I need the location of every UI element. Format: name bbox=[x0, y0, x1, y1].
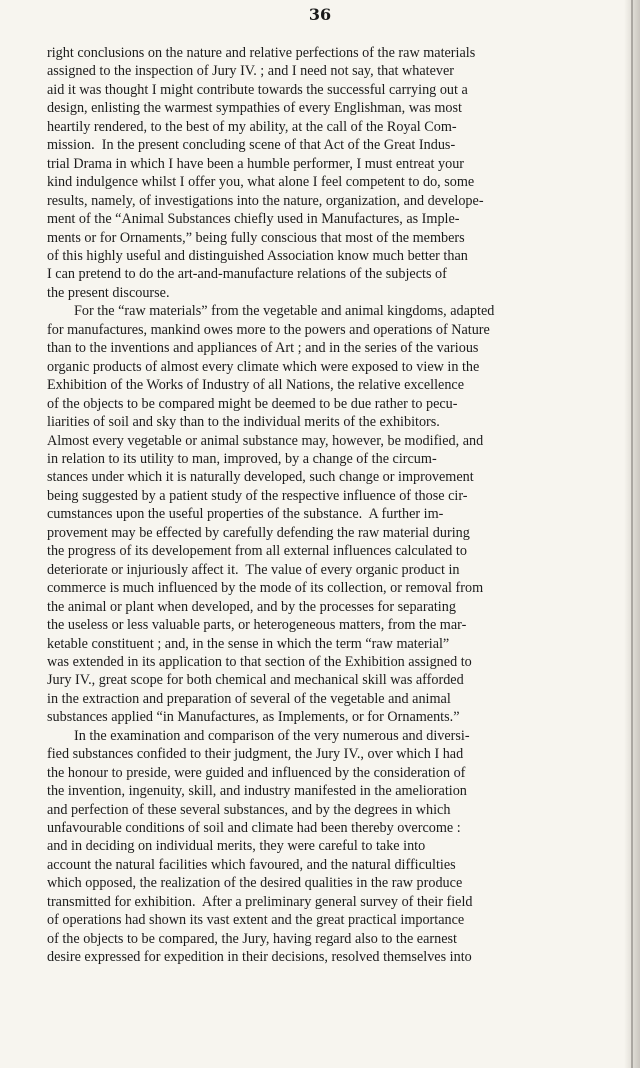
text-line: mission. In the present concluding scene of that Act of the Great Indus- bbox=[47, 137, 456, 154]
text-line: ketable constituent ; and, in the sense in which the term “raw material” bbox=[47, 635, 450, 652]
text-line: heartily rendered, to the best of my ability, at the call of the Royal Com- bbox=[47, 118, 457, 135]
text-line: the useless or less valuable parts, or heterogeneous matters, from the mar- bbox=[47, 617, 467, 634]
text-line: Exhibition of the Works of Industry of all Nations, the relative excellence bbox=[47, 377, 465, 394]
text-line: ments or for Ornaments,” being fully conscious that most of the members bbox=[47, 229, 465, 246]
text-line: For the “raw materials” from the vegetable and animal kingdoms, adapted bbox=[74, 303, 495, 320]
text-line: trial Drama in which I have been a humble performer, I must entreat your bbox=[47, 155, 465, 172]
text-line: was extended in its application to that section of the Exhibition assigned to bbox=[47, 653, 472, 670]
text-line: in the extraction and preparation of several of the vegetable and animal bbox=[47, 690, 451, 707]
text-line: of this highly useful and distinguished Association know much better than bbox=[47, 247, 468, 264]
text-line: cumstances upon the useful properties of the substance. A further im- bbox=[47, 506, 444, 523]
text-line: substances applied “in Manufactures, as Implements, or for Ornaments.” bbox=[47, 709, 460, 726]
text-line: deteriorate or injuriously affect it. The value of every organic product in bbox=[47, 561, 460, 578]
text-line: aid it was thought I might contribute towards the successful carrying out a bbox=[47, 81, 468, 98]
text-line: Jury IV., great scope for both chemical and mechanical skill was afforded bbox=[47, 672, 464, 689]
text-line: fied substances confided to their judgment, the Jury IV., over which I had bbox=[47, 746, 464, 763]
text-line: provement may be effected by carefully defending the raw material during bbox=[47, 524, 470, 541]
page-edge-line bbox=[631, 0, 633, 1068]
text-line: in relation to its utility to man, improved, by a change of the circum- bbox=[47, 450, 437, 467]
text-line: and in deciding on individual merits, they were careful to take into bbox=[47, 838, 426, 855]
text-line: results, namely, of investigations into the nature, organization, and develope- bbox=[47, 192, 484, 209]
text-line: account the natural facilities which favoured, and the natural difficulties bbox=[47, 856, 456, 873]
text-line: unfavourable conditions of soil and climate had been thereby overcome : bbox=[47, 820, 461, 837]
text-line: of the objects to be compared might be deemed to be due rather to pecu- bbox=[47, 395, 458, 412]
text-line: for manufactures, mankind owes more to the powers and operations of Nature bbox=[47, 321, 490, 338]
text-line: the progress of its developement from all external influences calculated to bbox=[47, 543, 467, 560]
text-line: assigned to the inspection of Jury IV. ; and I need not say, that whatever bbox=[47, 63, 455, 80]
text-line: the invention, ingenuity, skill, and industry manifested in the amelioration bbox=[47, 783, 467, 800]
text-line: commerce is much influenced by the mode of its collection, or removal from bbox=[47, 580, 484, 597]
text-line: the present discourse. bbox=[47, 284, 170, 301]
text-line: of the objects to be compared, the Jury, having regard also to the earnest bbox=[47, 930, 457, 947]
text-line: than to the inventions and appliances of Art ; and in the series of the various bbox=[47, 340, 479, 357]
body-text bbox=[47, 44, 625, 1054]
text-line: design, enlisting the warmest sympathies of every Englishman, was most bbox=[47, 100, 462, 117]
text-line: which opposed, the realization of the desired qualities in the raw produce bbox=[47, 875, 463, 892]
text-line: organic products of almost every climate which were exposed to view in the bbox=[47, 358, 480, 375]
text-line: the honour to preside, were guided and influenced by the consideration of bbox=[47, 764, 466, 781]
text-line: ment of the “Animal Substances chiefly used in Manufactures, as Imple- bbox=[47, 211, 460, 228]
text-line: In the examination and comparison of the very numerous and diversi- bbox=[74, 727, 470, 744]
text-line: kind indulgence whilst I offer you, what alone I feel competent to do, some bbox=[47, 174, 475, 191]
text-line: I can pretend to do the art-and-manufacture relations of the subjects of bbox=[47, 266, 447, 283]
text-line: stances under which it is naturally developed, such change or improvement bbox=[47, 469, 474, 486]
text-line: of operations had shown its vast extent and the great practical importance bbox=[47, 912, 465, 929]
text-line: desire expressed for expedition in their decisions, resolved themselves into bbox=[47, 949, 472, 966]
page-number: 36 bbox=[308, 5, 332, 24]
text-line: right conclusions on the nature and relative perfections of the raw materials bbox=[47, 45, 476, 61]
text-line: being suggested by a patient study of the respective influence of those cir- bbox=[47, 487, 468, 504]
text-line: the animal or plant when developed, and by the processes for separating bbox=[47, 598, 456, 615]
text-line: and perfection of these several substances, and by the degrees in which bbox=[47, 801, 451, 818]
text-line: Almost every vegetable or animal substance may, however, be modified, and bbox=[47, 432, 484, 449]
text-line: transmitted for exhibition. After a preliminary general survey of their field bbox=[47, 893, 473, 910]
text-line: liarities of soil and sky than to the individual merits of the exhibitors. bbox=[47, 414, 440, 431]
